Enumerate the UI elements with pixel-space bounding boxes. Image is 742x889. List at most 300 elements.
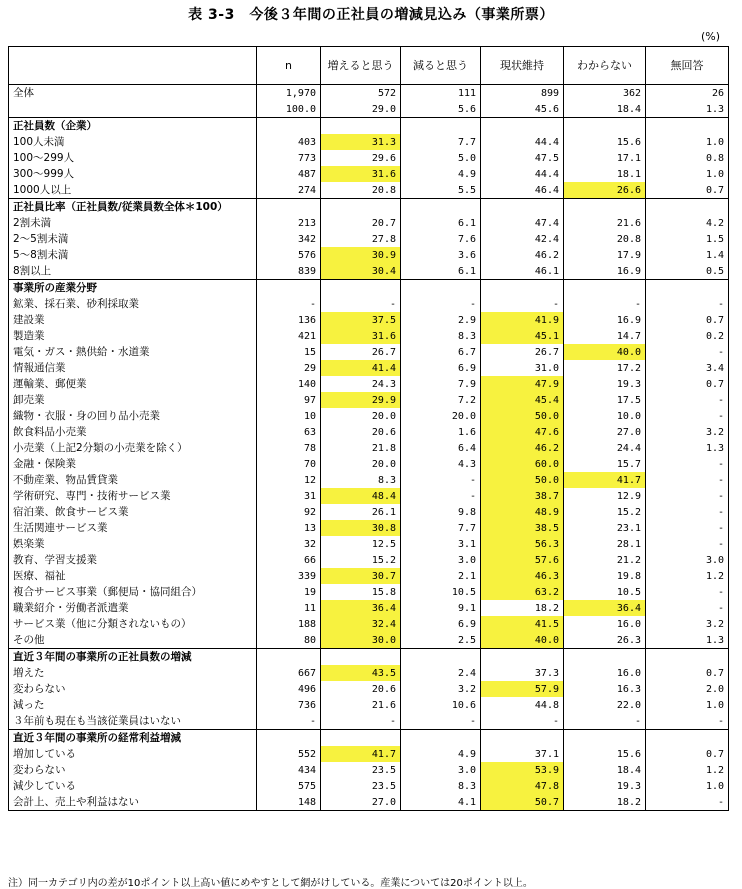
table-row	[9, 392, 729, 408]
cell-maintain: 63.2	[481, 584, 564, 600]
cell-decrease: 4.9	[401, 166, 481, 182]
cell-n: 32	[257, 536, 321, 552]
total-count-row	[9, 85, 729, 102]
total-percent-no-answer: 1.3	[646, 101, 729, 118]
section-header-row	[9, 649, 729, 666]
cell-unknown: 12.9	[564, 488, 646, 504]
table-row	[9, 632, 729, 649]
table-title: 表 3-3 今後３年間の正社員の増減見込み（事業所票）	[188, 7, 554, 23]
cell-decrease: 7.7	[401, 134, 481, 150]
cell-decrease: -	[401, 713, 481, 730]
section-header-cell	[401, 199, 481, 216]
cell-increase: 20.7	[321, 215, 401, 231]
cell-decrease: 5.0	[401, 150, 481, 166]
cell-n: 19	[257, 584, 321, 600]
cell-n: 148	[257, 794, 321, 811]
table-row	[9, 263, 729, 280]
table-row	[9, 778, 729, 794]
cell-decrease: -	[401, 472, 481, 488]
cell-unknown: -	[564, 713, 646, 730]
cell-maintain: 37.1	[481, 746, 564, 762]
cell-n: 10	[257, 408, 321, 424]
table-row	[9, 231, 729, 247]
section-title: 直近３年間の事業所の経常利益増減	[9, 730, 257, 747]
cell-maintain: 46.4	[481, 182, 564, 199]
total-count-maintain: 899	[481, 85, 564, 102]
total-percent-maintain: 45.6	[481, 101, 564, 118]
cell-n: 339	[257, 568, 321, 584]
section-header-cell	[646, 199, 729, 216]
cell-maintain: 57.9	[481, 681, 564, 697]
section-header-cell	[646, 730, 729, 747]
section-header-cell	[646, 649, 729, 666]
cell-no-answer: 1.5	[646, 231, 729, 247]
cell-n: 552	[257, 746, 321, 762]
cell-n: 70	[257, 456, 321, 472]
table-row	[9, 746, 729, 762]
cell-no-answer: 2.0	[646, 681, 729, 697]
table-row	[9, 166, 729, 182]
cell-increase: 30.0	[321, 632, 401, 649]
cell-n: 736	[257, 697, 321, 713]
cell-no-answer: 0.5	[646, 263, 729, 280]
cell-unknown: 22.0	[564, 697, 646, 713]
cell-decrease: 2.1	[401, 568, 481, 584]
cell-maintain: 50.0	[481, 408, 564, 424]
cell-increase: 23.5	[321, 778, 401, 794]
cell-decrease: 3.1	[401, 536, 481, 552]
cell-increase: 31.6	[321, 166, 401, 182]
cell-n: 80	[257, 632, 321, 649]
cell-decrease: 3.2	[401, 681, 481, 697]
section-header-cell	[564, 118, 646, 135]
cell-increase: 36.4	[321, 600, 401, 616]
table-row	[9, 344, 729, 360]
cell-increase: 8.3	[321, 472, 401, 488]
table-row	[9, 376, 729, 392]
row-label: 増加している	[9, 746, 257, 762]
table-body	[9, 85, 729, 811]
cell-no-answer: -	[646, 713, 729, 730]
cell-no-answer: 0.7	[646, 746, 729, 762]
cell-increase: 20.0	[321, 408, 401, 424]
total-label: 全体	[9, 85, 257, 102]
cell-n: 136	[257, 312, 321, 328]
header-category	[9, 47, 257, 85]
cell-decrease: 8.3	[401, 778, 481, 794]
row-label: 製造業	[9, 328, 257, 344]
cell-unknown: 17.5	[564, 392, 646, 408]
section-header-cell	[321, 649, 401, 666]
cell-n: 575	[257, 778, 321, 794]
row-label: 電気・ガス・熱供給・水道業	[9, 344, 257, 360]
cell-increase: 20.0	[321, 456, 401, 472]
cell-n: 140	[257, 376, 321, 392]
section-header-cell	[481, 199, 564, 216]
cell-unknown: 28.1	[564, 536, 646, 552]
total-count-increase: 572	[321, 85, 401, 102]
cell-decrease: 7.6	[401, 231, 481, 247]
row-label: 鉱業、採石業、砂利採取業	[9, 296, 257, 312]
cell-increase: 43.5	[321, 665, 401, 681]
total-count-no-answer: 26	[646, 85, 729, 102]
cell-no-answer: -	[646, 472, 729, 488]
cell-increase: 23.5	[321, 762, 401, 778]
cell-n: 66	[257, 552, 321, 568]
cell-n: -	[257, 713, 321, 730]
cell-no-answer: 1.0	[646, 778, 729, 794]
cell-increase: 21.8	[321, 440, 401, 456]
cell-maintain: 57.6	[481, 552, 564, 568]
cell-maintain: 46.2	[481, 247, 564, 263]
section-header-cell	[257, 280, 321, 297]
cell-decrease: 7.7	[401, 520, 481, 536]
cell-increase: 24.3	[321, 376, 401, 392]
total-percent-decrease: 5.6	[401, 101, 481, 118]
cell-unknown: 24.4	[564, 440, 646, 456]
row-label: 金融・保険業	[9, 456, 257, 472]
cell-increase: 30.4	[321, 263, 401, 280]
cell-unknown: 16.3	[564, 681, 646, 697]
table-row	[9, 794, 729, 811]
row-label: 減少している	[9, 778, 257, 794]
section-header-cell	[257, 649, 321, 666]
cell-increase: 41.4	[321, 360, 401, 376]
cell-maintain: 26.7	[481, 344, 564, 360]
total-count-unknown: 362	[564, 85, 646, 102]
unit-label: (%)	[700, 30, 720, 43]
footnote: 注）同一カテゴリ内の差が10ポイント以上高い値にめやすとして網がけしている。産業については20ポイント以上。	[8, 878, 533, 889]
section-title: 直近３年間の事業所の正社員数の増減	[9, 649, 257, 666]
cell-n: 31	[257, 488, 321, 504]
row-label: 減った	[9, 697, 257, 713]
cell-decrease: 9.8	[401, 504, 481, 520]
cell-maintain: 38.5	[481, 520, 564, 536]
header-no-answer: 無回答	[646, 47, 729, 85]
cell-maintain: 50.7	[481, 794, 564, 811]
cell-unknown: 40.0	[564, 344, 646, 360]
cell-n: 667	[257, 665, 321, 681]
section-header-cell	[401, 118, 481, 135]
total-percent-label	[9, 101, 257, 118]
cell-maintain: 46.3	[481, 568, 564, 584]
cell-decrease: 2.5	[401, 632, 481, 649]
cell-no-answer: -	[646, 504, 729, 520]
cell-maintain: 47.5	[481, 150, 564, 166]
cell-unknown: 23.1	[564, 520, 646, 536]
cell-no-answer: 0.7	[646, 665, 729, 681]
cell-n: 11	[257, 600, 321, 616]
cell-increase: 31.6	[321, 328, 401, 344]
cell-decrease: 6.1	[401, 263, 481, 280]
cell-n: 188	[257, 616, 321, 632]
cell-unknown: 15.2	[564, 504, 646, 520]
cell-n: 342	[257, 231, 321, 247]
row-label: 娯楽業	[9, 536, 257, 552]
cell-no-answer: -	[646, 794, 729, 811]
row-label: 100人未満	[9, 134, 257, 150]
section-header-cell	[257, 199, 321, 216]
cell-maintain: -	[481, 713, 564, 730]
cell-unknown: -	[564, 296, 646, 312]
header-maintain: 現状維持	[481, 47, 564, 85]
cell-unknown: 36.4	[564, 600, 646, 616]
table-row	[9, 552, 729, 568]
row-label: 情報通信業	[9, 360, 257, 376]
cell-unknown: 19.8	[564, 568, 646, 584]
section-header-cell	[564, 280, 646, 297]
row-label: サービス業（他に分類されないもの）	[9, 616, 257, 632]
cell-decrease: 6.9	[401, 616, 481, 632]
section-header-cell	[321, 118, 401, 135]
table-row	[9, 616, 729, 632]
cell-n: 839	[257, 263, 321, 280]
cell-decrease: 10.6	[401, 697, 481, 713]
table-row	[9, 600, 729, 616]
cell-maintain: 18.2	[481, 600, 564, 616]
cell-no-answer: -	[646, 488, 729, 504]
row-label: 会計上、売上や利益はない	[9, 794, 257, 811]
table-row	[9, 424, 729, 440]
header-increase: 増えると思う	[321, 47, 401, 85]
row-label: 職業紹介・労働者派遣業	[9, 600, 257, 616]
cell-maintain: 46.1	[481, 263, 564, 280]
cell-increase: 48.4	[321, 488, 401, 504]
header-row	[9, 47, 729, 85]
cell-n: 213	[257, 215, 321, 231]
section-title: 正社員数（企業）	[9, 118, 257, 135]
cell-unknown: 10.0	[564, 408, 646, 424]
cell-no-answer: -	[646, 536, 729, 552]
row-label: 運輸業、郵便業	[9, 376, 257, 392]
table-row	[9, 440, 729, 456]
cell-increase: 20.8	[321, 182, 401, 199]
row-label: 5～8割未満	[9, 247, 257, 263]
cell-no-answer: 1.2	[646, 762, 729, 778]
cell-decrease: 20.0	[401, 408, 481, 424]
cell-increase: 26.7	[321, 344, 401, 360]
cell-n: 63	[257, 424, 321, 440]
cell-unknown: 16.0	[564, 616, 646, 632]
cell-n: 274	[257, 182, 321, 199]
table-row	[9, 296, 729, 312]
cell-maintain: 47.8	[481, 778, 564, 794]
row-label: 2～5割未満	[9, 231, 257, 247]
cell-decrease: 4.9	[401, 746, 481, 762]
cell-n: 496	[257, 681, 321, 697]
cell-no-answer: 1.2	[646, 568, 729, 584]
section-header-cell	[257, 118, 321, 135]
cell-maintain: 44.8	[481, 697, 564, 713]
cell-increase: 20.6	[321, 681, 401, 697]
table-row	[9, 713, 729, 730]
cell-no-answer: 1.0	[646, 134, 729, 150]
data-table	[8, 46, 729, 811]
cell-decrease: 1.6	[401, 424, 481, 440]
cell-decrease: -	[401, 296, 481, 312]
table-row	[9, 150, 729, 166]
cell-unknown: 16.9	[564, 263, 646, 280]
cell-decrease: 5.5	[401, 182, 481, 199]
cell-maintain: 48.9	[481, 504, 564, 520]
cell-increase: 41.7	[321, 746, 401, 762]
cell-no-answer: 0.7	[646, 376, 729, 392]
cell-decrease: 6.9	[401, 360, 481, 376]
cell-maintain: 60.0	[481, 456, 564, 472]
cell-maintain: 47.6	[481, 424, 564, 440]
cell-no-answer: 3.2	[646, 424, 729, 440]
header-unknown: わからない	[564, 47, 646, 85]
row-label: ３年前も現在も当該従業員はいない	[9, 713, 257, 730]
cell-no-answer: -	[646, 520, 729, 536]
section-header-cell	[401, 649, 481, 666]
cell-decrease: 3.6	[401, 247, 481, 263]
cell-n: 434	[257, 762, 321, 778]
cell-maintain: -	[481, 296, 564, 312]
cell-decrease: 7.2	[401, 392, 481, 408]
table-row	[9, 568, 729, 584]
table-row	[9, 360, 729, 376]
cell-unknown: 41.7	[564, 472, 646, 488]
total-percent-n: 100.0	[257, 101, 321, 118]
row-label: 建設業	[9, 312, 257, 328]
cell-no-answer: -	[646, 600, 729, 616]
table-row	[9, 328, 729, 344]
cell-maintain: 31.0	[481, 360, 564, 376]
cell-n: 487	[257, 166, 321, 182]
header-n: n	[257, 47, 321, 85]
cell-decrease: 3.0	[401, 552, 481, 568]
cell-increase: 37.5	[321, 312, 401, 328]
cell-unknown: 27.0	[564, 424, 646, 440]
cell-maintain: 42.4	[481, 231, 564, 247]
row-label: 卸売業	[9, 392, 257, 408]
section-header-cell	[481, 649, 564, 666]
total-percent-unknown: 18.4	[564, 101, 646, 118]
section-header-row	[9, 280, 729, 297]
section-header-cell	[257, 730, 321, 747]
cell-no-answer: 4.2	[646, 215, 729, 231]
cell-decrease: -	[401, 488, 481, 504]
cell-maintain: 47.4	[481, 215, 564, 231]
cell-increase: 32.4	[321, 616, 401, 632]
cell-increase: 12.5	[321, 536, 401, 552]
table-row	[9, 488, 729, 504]
total-percent-row	[9, 101, 729, 118]
total-count-n: 1,970	[257, 85, 321, 102]
cell-decrease: 6.7	[401, 344, 481, 360]
cell-n: 29	[257, 360, 321, 376]
section-header-cell	[564, 649, 646, 666]
cell-unknown: 18.2	[564, 794, 646, 811]
cell-maintain: 41.9	[481, 312, 564, 328]
cell-n: 92	[257, 504, 321, 520]
cell-decrease: 10.5	[401, 584, 481, 600]
cell-unknown: 17.1	[564, 150, 646, 166]
row-label: 変わらない	[9, 681, 257, 697]
table-row	[9, 665, 729, 681]
cell-maintain: 56.3	[481, 536, 564, 552]
cell-decrease: 6.4	[401, 440, 481, 456]
cell-maintain: 38.7	[481, 488, 564, 504]
cell-increase: 29.6	[321, 150, 401, 166]
cell-no-answer: -	[646, 344, 729, 360]
section-header-cell	[564, 199, 646, 216]
table-row	[9, 134, 729, 150]
cell-no-answer: 1.3	[646, 632, 729, 649]
table-row	[9, 536, 729, 552]
total-percent-increase: 29.0	[321, 101, 401, 118]
row-label: 学術研究、専門・技術サービス業	[9, 488, 257, 504]
cell-decrease: 3.0	[401, 762, 481, 778]
cell-maintain: 50.0	[481, 472, 564, 488]
cell-unknown: 19.3	[564, 778, 646, 794]
table-row	[9, 762, 729, 778]
row-label: 100～299人	[9, 150, 257, 166]
cell-unknown: 17.9	[564, 247, 646, 263]
cell-n: 421	[257, 328, 321, 344]
cell-n: 773	[257, 150, 321, 166]
cell-unknown: 21.2	[564, 552, 646, 568]
section-header-row	[9, 199, 729, 216]
table-row	[9, 456, 729, 472]
cell-unknown: 16.0	[564, 665, 646, 681]
section-header-cell	[321, 199, 401, 216]
cell-increase: 30.7	[321, 568, 401, 584]
cell-no-answer: -	[646, 584, 729, 600]
cell-no-answer: -	[646, 408, 729, 424]
table-row	[9, 215, 729, 231]
cell-unknown: 18.1	[564, 166, 646, 182]
cell-maintain: 40.0	[481, 632, 564, 649]
section-header-cell	[481, 730, 564, 747]
cell-unknown: 10.5	[564, 584, 646, 600]
cell-maintain: 44.4	[481, 166, 564, 182]
row-label: 1000人以上	[9, 182, 257, 199]
cell-unknown: 21.6	[564, 215, 646, 231]
header-decrease: 減ると思う	[401, 47, 481, 85]
cell-unknown: 14.7	[564, 328, 646, 344]
row-label: 不動産業、物品賃貸業	[9, 472, 257, 488]
section-header-cell	[481, 118, 564, 135]
cell-n: 97	[257, 392, 321, 408]
row-label: 複合サービス事業（郵便局・協同組合）	[9, 584, 257, 600]
cell-no-answer: -	[646, 296, 729, 312]
table-row	[9, 504, 729, 520]
cell-no-answer: -	[646, 456, 729, 472]
cell-increase: 27.0	[321, 794, 401, 811]
cell-n: 576	[257, 247, 321, 263]
row-label: 宿泊業、飲食サービス業	[9, 504, 257, 520]
table-row	[9, 681, 729, 697]
row-label: 300～999人	[9, 166, 257, 182]
cell-increase: 30.8	[321, 520, 401, 536]
table-row	[9, 312, 729, 328]
cell-unknown: 17.2	[564, 360, 646, 376]
cell-increase: 30.9	[321, 247, 401, 263]
cell-increase: 26.1	[321, 504, 401, 520]
section-title: 事業所の産業分野	[9, 280, 257, 297]
cell-increase: 21.6	[321, 697, 401, 713]
cell-unknown: 15.6	[564, 746, 646, 762]
cell-no-answer: 0.7	[646, 312, 729, 328]
row-label: 増えた	[9, 665, 257, 681]
row-label: 小売業（上記2分類の小売業を除く）	[9, 440, 257, 456]
cell-n: 15	[257, 344, 321, 360]
cell-no-answer: 3.0	[646, 552, 729, 568]
cell-maintain: 45.4	[481, 392, 564, 408]
cell-increase: -	[321, 713, 401, 730]
